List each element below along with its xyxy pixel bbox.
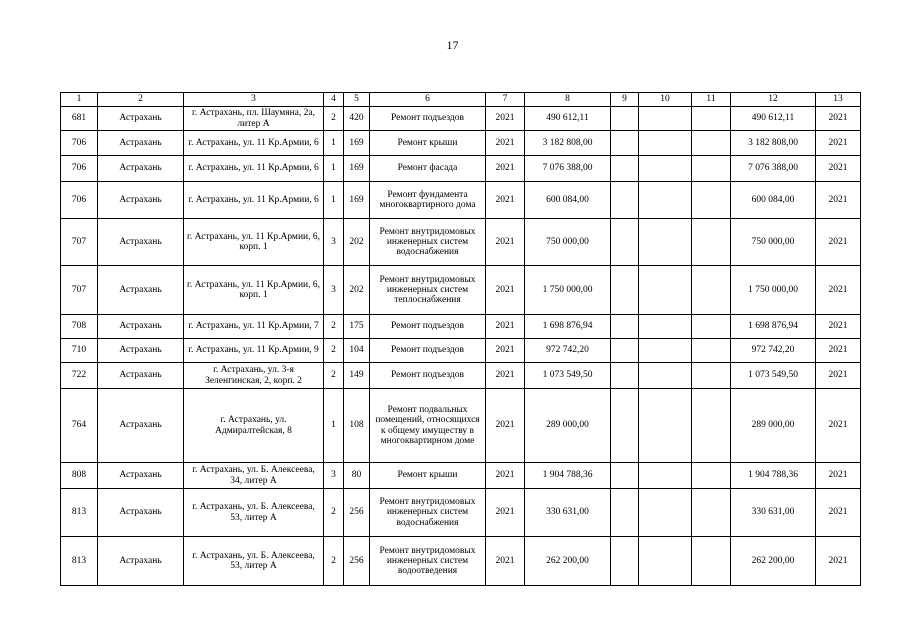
column-4-cell: 1 <box>324 182 344 219</box>
column-9-cell <box>611 107 639 131</box>
end-year-cell: 2021 <box>816 489 861 537</box>
total-cell: 600 084,00 <box>731 182 816 219</box>
cost-cell: 3 182 808,00 <box>525 131 611 156</box>
work-type-cell: Ремонт фундамента многоквартирного дома <box>370 182 486 219</box>
column-4-cell: 2 <box>324 107 344 131</box>
table-row <box>61 219 861 266</box>
year-cell: 2021 <box>486 182 525 219</box>
table-row <box>61 107 861 131</box>
column-10-cell <box>639 339 692 363</box>
city-cell: Астрахань <box>98 537 184 586</box>
total-cell: 262 200,00 <box>731 537 816 586</box>
table-row <box>61 266 861 315</box>
column-header: 9 <box>611 93 639 107</box>
cost-cell: 1 698 876,94 <box>525 315 611 339</box>
column-11-cell <box>692 182 731 219</box>
city-cell: Астрахань <box>98 266 184 315</box>
work-type-cell: Ремонт подъездов <box>370 363 486 389</box>
city-cell: Астрахань <box>98 315 184 339</box>
row-number: 764 <box>61 389 98 463</box>
table-row <box>61 463 861 489</box>
work-type-cell: Ремонт фасада <box>370 156 486 182</box>
column-5-cell: 108 <box>344 389 370 463</box>
column-4-cell: 1 <box>324 156 344 182</box>
repair-schedule-table <box>60 92 861 586</box>
city-cell: Астрахань <box>98 107 184 131</box>
column-header: 12 <box>731 93 816 107</box>
column-10-cell <box>639 315 692 339</box>
table-row <box>61 131 861 156</box>
year-cell: 2021 <box>486 156 525 182</box>
address-cell: г. Астрахань, ул. 11 Кр.Армии, 6 <box>184 156 324 182</box>
work-type-cell: Ремонт внутридомовых инженерных систем водоснабжения <box>370 489 486 537</box>
table-row <box>61 182 861 219</box>
column-10-cell <box>639 107 692 131</box>
cost-cell: 289 000,00 <box>525 389 611 463</box>
cost-cell: 972 742,20 <box>525 339 611 363</box>
column-4-cell: 1 <box>324 389 344 463</box>
city-cell: Астрахань <box>98 219 184 266</box>
column-4-cell: 1 <box>324 131 344 156</box>
row-number: 722 <box>61 363 98 389</box>
end-year-cell: 2021 <box>816 339 861 363</box>
column-4-cell: 2 <box>324 339 344 363</box>
column-10-cell <box>639 266 692 315</box>
total-cell: 3 182 808,00 <box>731 131 816 156</box>
year-cell: 2021 <box>486 315 525 339</box>
end-year-cell: 2021 <box>816 463 861 489</box>
year-cell: 2021 <box>486 107 525 131</box>
end-year-cell: 2021 <box>816 389 861 463</box>
year-cell: 2021 <box>486 389 525 463</box>
column-header: 10 <box>639 93 692 107</box>
end-year-cell: 2021 <box>816 156 861 182</box>
year-cell: 2021 <box>486 131 525 156</box>
column-4-cell: 3 <box>324 266 344 315</box>
end-year-cell: 2021 <box>816 315 861 339</box>
row-number: 707 <box>61 219 98 266</box>
cost-cell: 7 076 388,00 <box>525 156 611 182</box>
address-cell: г. Астрахань, ул. Б. Алексеева, 53, литер А <box>184 537 324 586</box>
column-11-cell <box>692 363 731 389</box>
row-number: 706 <box>61 182 98 219</box>
row-number: 813 <box>61 489 98 537</box>
column-11-cell <box>692 463 731 489</box>
column-10-cell <box>639 537 692 586</box>
column-11-cell <box>692 537 731 586</box>
column-5-cell: 169 <box>344 182 370 219</box>
address-cell: г. Астрахань, ул. 3-я Зеленгинская, 2, корп. 2 <box>184 363 324 389</box>
year-cell: 2021 <box>486 489 525 537</box>
end-year-cell: 2021 <box>816 363 861 389</box>
cost-cell: 262 200,00 <box>525 537 611 586</box>
cost-cell: 490 612,11 <box>525 107 611 131</box>
table-row <box>61 489 861 537</box>
city-cell: Астрахань <box>98 463 184 489</box>
column-5-cell: 256 <box>344 537 370 586</box>
table-row <box>61 339 861 363</box>
cost-cell: 1 904 788,36 <box>525 463 611 489</box>
end-year-cell: 2021 <box>816 266 861 315</box>
total-cell: 1 698 876,94 <box>731 315 816 339</box>
end-year-cell: 2021 <box>816 219 861 266</box>
column-4-cell: 2 <box>324 315 344 339</box>
column-9-cell <box>611 537 639 586</box>
column-header: 1 <box>61 93 98 107</box>
column-5-cell: 175 <box>344 315 370 339</box>
city-cell: Астрахань <box>98 363 184 389</box>
year-cell: 2021 <box>486 266 525 315</box>
column-number-row <box>61 93 861 107</box>
column-header: 7 <box>486 93 525 107</box>
column-11-cell <box>692 266 731 315</box>
city-cell: Астрахань <box>98 389 184 463</box>
column-10-cell <box>639 131 692 156</box>
column-5-cell: 169 <box>344 131 370 156</box>
work-type-cell: Ремонт подъездов <box>370 315 486 339</box>
total-cell: 1 904 788,36 <box>731 463 816 489</box>
total-cell: 750 000,00 <box>731 219 816 266</box>
row-number: 706 <box>61 156 98 182</box>
row-number: 808 <box>61 463 98 489</box>
column-10-cell <box>639 463 692 489</box>
work-type-cell: Ремонт крыши <box>370 131 486 156</box>
column-9-cell <box>611 182 639 219</box>
page-number: 17 <box>446 38 459 52</box>
city-cell: Астрахань <box>98 156 184 182</box>
work-type-cell: Ремонт крыши <box>370 463 486 489</box>
cost-cell: 750 000,00 <box>525 219 611 266</box>
column-11-cell <box>692 131 731 156</box>
row-number: 708 <box>61 315 98 339</box>
column-5-cell: 202 <box>344 266 370 315</box>
address-cell: г. Астрахань, ул. 11 Кр.Армии, 7 <box>184 315 324 339</box>
address-cell: г. Астрахань, ул. 11 Кр.Армии, 6, корп. 1 <box>184 219 324 266</box>
address-cell: г. Астрахань, ул. Б. Алексеева, 53, литер А <box>184 489 324 537</box>
column-9-cell <box>611 389 639 463</box>
column-4-cell: 2 <box>324 489 344 537</box>
column-5-cell: 420 <box>344 107 370 131</box>
address-cell: г. Астрахань, ул. 11 Кр.Армии, 9 <box>184 339 324 363</box>
column-4-cell: 3 <box>324 219 344 266</box>
column-header: 11 <box>692 93 731 107</box>
total-cell: 972 742,20 <box>731 339 816 363</box>
year-cell: 2021 <box>486 463 525 489</box>
table-row <box>61 315 861 339</box>
address-cell: г. Астрахань, ул. 11 Кр.Армии, 6 <box>184 182 324 219</box>
column-4-cell: 3 <box>324 463 344 489</box>
column-header: 4 <box>324 93 344 107</box>
city-cell: Астрахань <box>98 489 184 537</box>
column-11-cell <box>692 107 731 131</box>
column-9-cell <box>611 463 639 489</box>
address-cell: г. Астрахань, ул. 11 Кр.Армии, 6, корп. 1 <box>184 266 324 315</box>
column-11-cell <box>692 315 731 339</box>
column-header: 5 <box>344 93 370 107</box>
column-9-cell <box>611 156 639 182</box>
city-cell: Астрахань <box>98 131 184 156</box>
table-row <box>61 389 861 463</box>
row-number: 710 <box>61 339 98 363</box>
address-cell: г. Астрахань, ул. Б. Алексеева, 34, литер А <box>184 463 324 489</box>
column-10-cell <box>639 489 692 537</box>
column-9-cell <box>611 363 639 389</box>
column-10-cell <box>639 156 692 182</box>
column-4-cell: 2 <box>324 537 344 586</box>
address-cell: г. Астрахань, ул. 11 Кр.Армии, 6 <box>184 131 324 156</box>
total-cell: 289 000,00 <box>731 389 816 463</box>
total-cell: 490 612,11 <box>731 107 816 131</box>
column-10-cell <box>639 219 692 266</box>
work-type-cell: Ремонт внутридомовых инженерных систем водоснабжения <box>370 219 486 266</box>
column-9-cell <box>611 219 639 266</box>
column-header: 8 <box>525 93 611 107</box>
work-type-cell: Ремонт подвальных помещений, относящихся к общему имуществу в многоквартирном доме <box>370 389 486 463</box>
cost-cell: 600 084,00 <box>525 182 611 219</box>
table-row <box>61 537 861 586</box>
end-year-cell: 2021 <box>816 107 861 131</box>
column-10-cell <box>639 182 692 219</box>
city-cell: Астрахань <box>98 182 184 219</box>
row-number: 707 <box>61 266 98 315</box>
table-body <box>61 107 861 586</box>
column-5-cell: 169 <box>344 156 370 182</box>
total-cell: 1 750 000,00 <box>731 266 816 315</box>
row-number: 681 <box>61 107 98 131</box>
year-cell: 2021 <box>486 537 525 586</box>
column-4-cell: 2 <box>324 363 344 389</box>
column-9-cell <box>611 266 639 315</box>
end-year-cell: 2021 <box>816 131 861 156</box>
year-cell: 2021 <box>486 363 525 389</box>
column-5-cell: 149 <box>344 363 370 389</box>
column-header: 6 <box>370 93 486 107</box>
work-type-cell: Ремонт внутридомовых инженерных систем водоотведения <box>370 537 486 586</box>
table-row <box>61 363 861 389</box>
column-11-cell <box>692 219 731 266</box>
address-cell: г. Астрахань, ул. Адмиралтейская, 8 <box>184 389 324 463</box>
column-5-cell: 256 <box>344 489 370 537</box>
column-header: 3 <box>184 93 324 107</box>
end-year-cell: 2021 <box>816 182 861 219</box>
cost-cell: 1 073 549,50 <box>525 363 611 389</box>
total-cell: 1 073 549,50 <box>731 363 816 389</box>
column-10-cell <box>639 363 692 389</box>
work-type-cell: Ремонт подъездов <box>370 339 486 363</box>
city-cell: Астрахань <box>98 339 184 363</box>
column-11-cell <box>692 339 731 363</box>
year-cell: 2021 <box>486 219 525 266</box>
cost-cell: 1 750 000,00 <box>525 266 611 315</box>
column-5-cell: 80 <box>344 463 370 489</box>
column-header: 2 <box>98 93 184 107</box>
work-type-cell: Ремонт подъездов <box>370 107 486 131</box>
total-cell: 330 631,00 <box>731 489 816 537</box>
column-11-cell <box>692 389 731 463</box>
table-row <box>61 156 861 182</box>
total-cell: 7 076 388,00 <box>731 156 816 182</box>
column-11-cell <box>692 489 731 537</box>
column-5-cell: 202 <box>344 219 370 266</box>
column-9-cell <box>611 339 639 363</box>
column-9-cell <box>611 489 639 537</box>
end-year-cell: 2021 <box>816 537 861 586</box>
column-header: 13 <box>816 93 861 107</box>
column-9-cell <box>611 131 639 156</box>
column-10-cell <box>639 389 692 463</box>
address-cell: г. Астрахань, пл. Шаумяна, 2а, литер А <box>184 107 324 131</box>
row-number: 706 <box>61 131 98 156</box>
column-11-cell <box>692 156 731 182</box>
column-9-cell <box>611 315 639 339</box>
year-cell: 2021 <box>486 339 525 363</box>
work-type-cell: Ремонт внутридомовых инженерных систем теплоснабжения <box>370 266 486 315</box>
row-number: 813 <box>61 537 98 586</box>
column-5-cell: 104 <box>344 339 370 363</box>
cost-cell: 330 631,00 <box>525 489 611 537</box>
